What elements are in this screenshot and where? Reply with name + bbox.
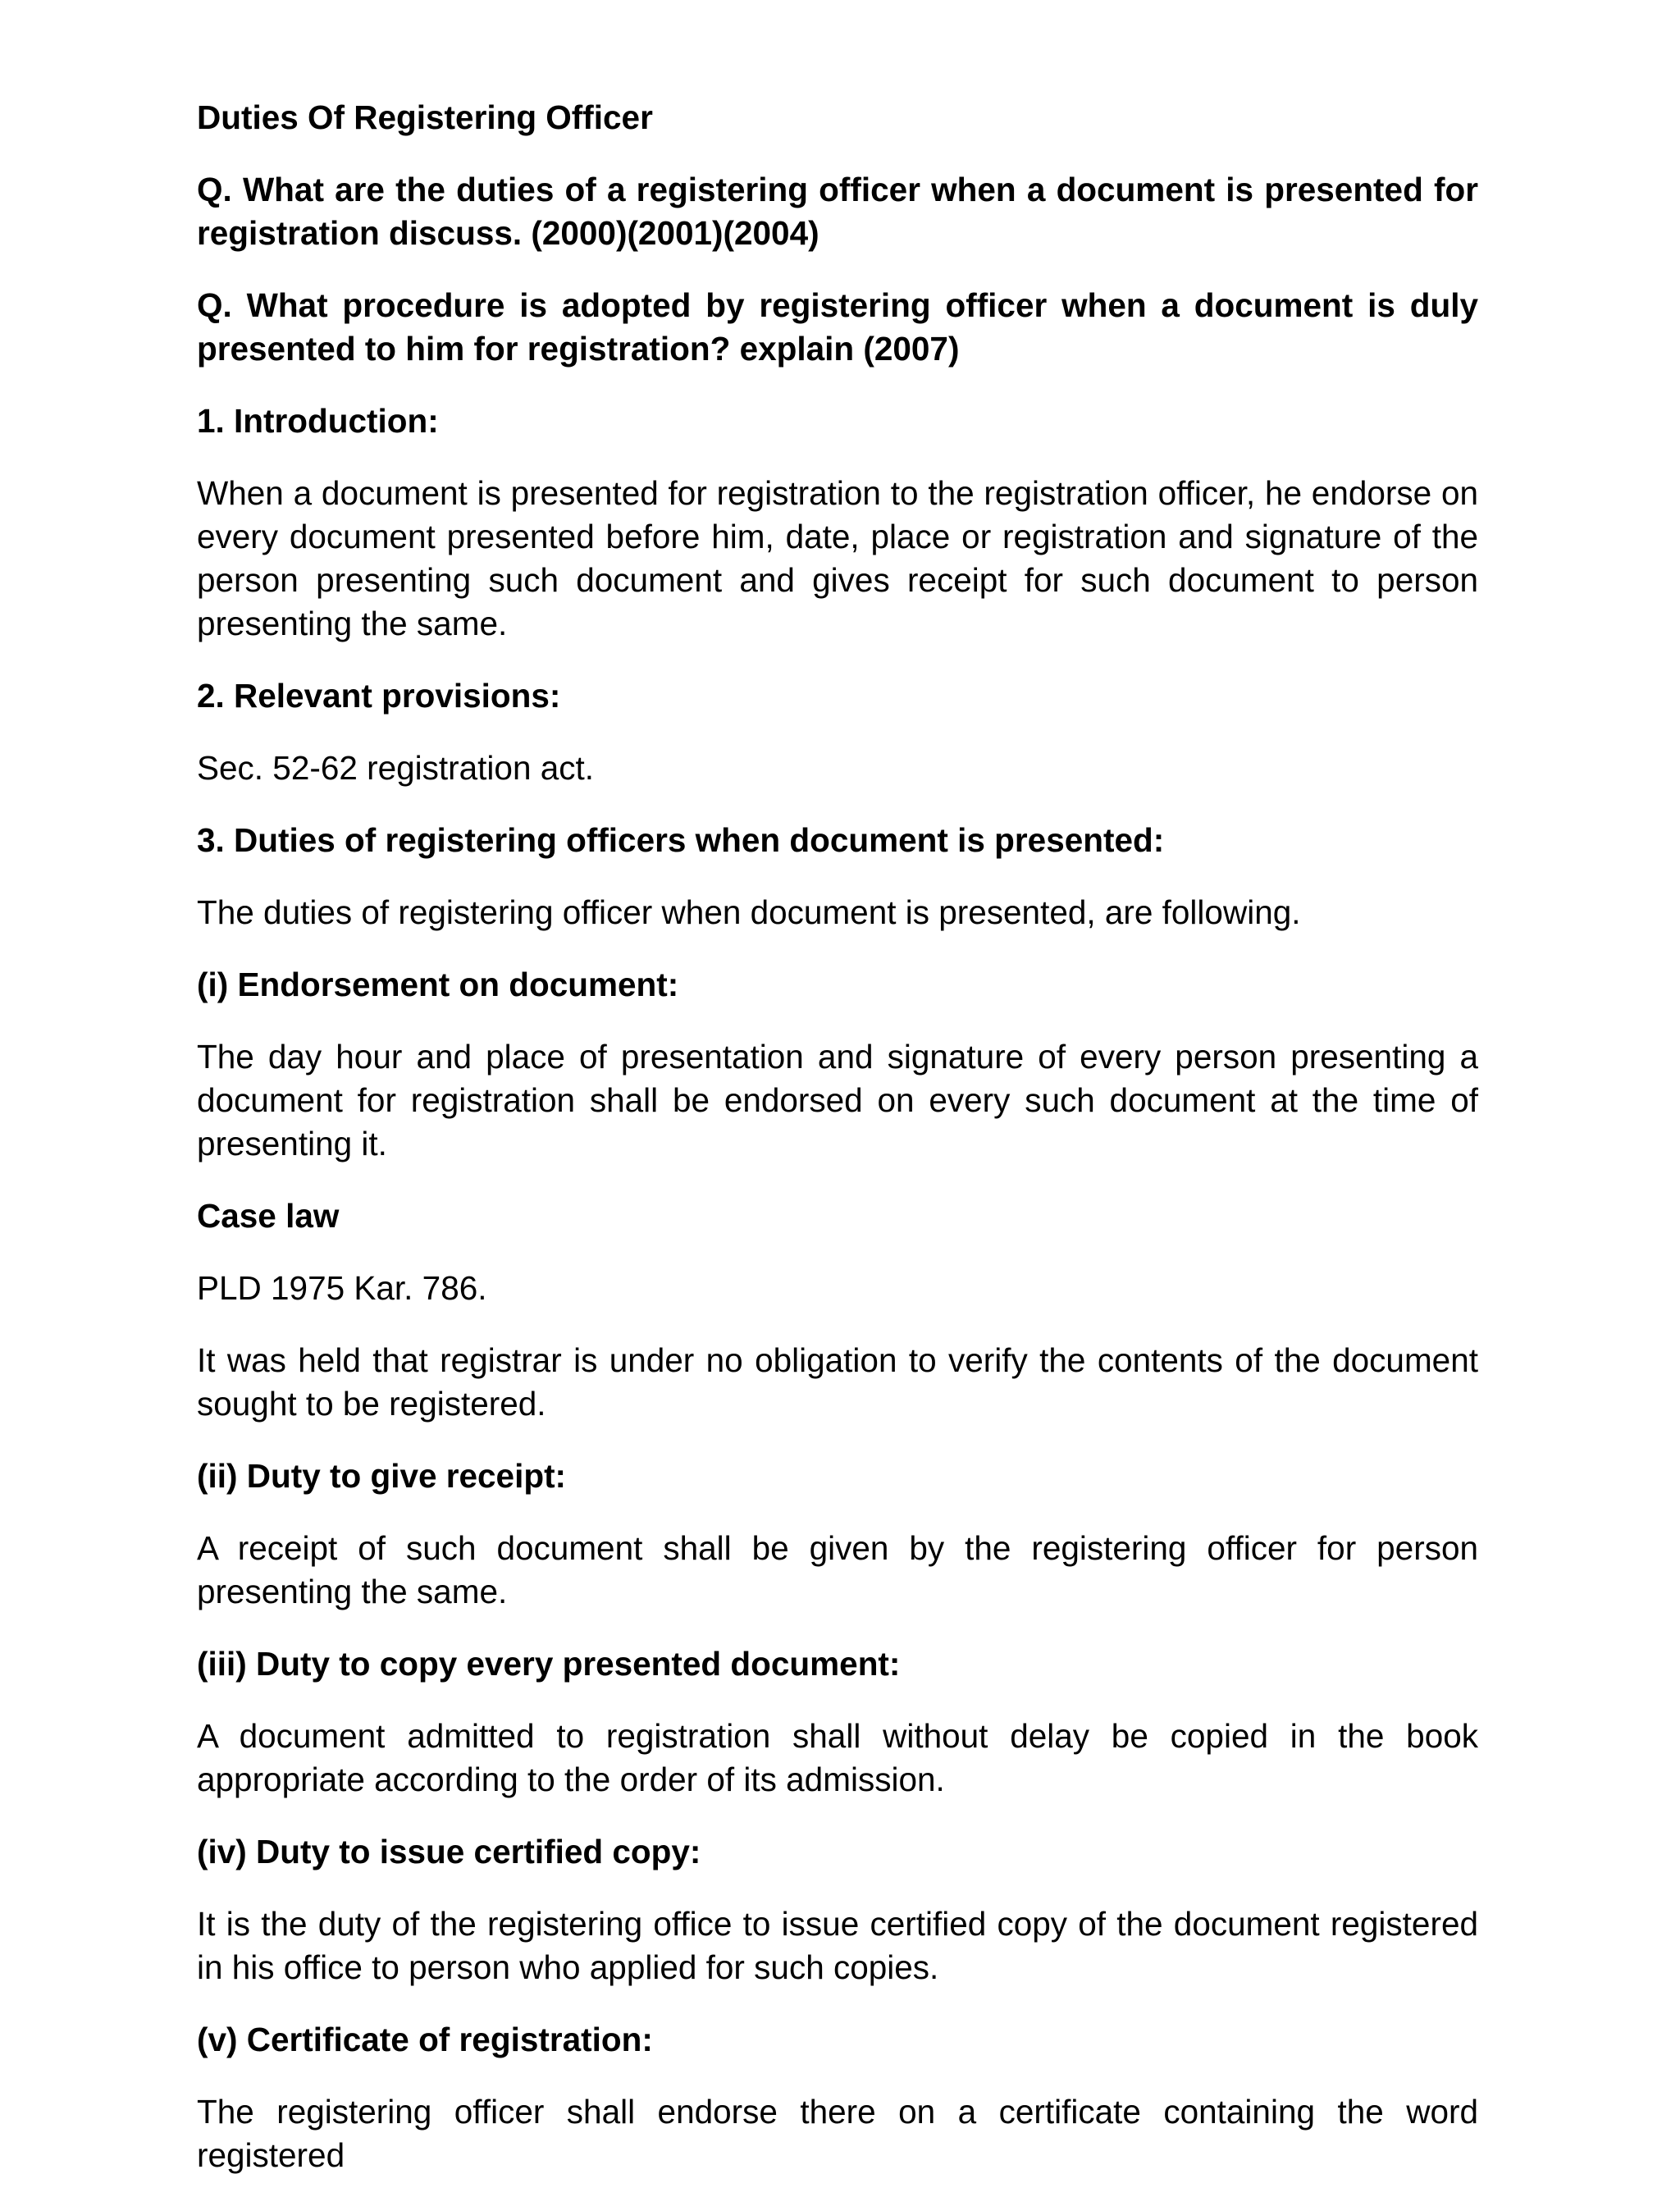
heading-relevant-provisions: 2. Relevant provisions: bbox=[197, 677, 561, 715]
heading-duties: 3. Duties of registering officers when document is presented: bbox=[197, 821, 1165, 859]
case-text: It was held that registrar is under no obligation to verify the contents of the document sought to be registered. bbox=[197, 1341, 1478, 1423]
receipt-text: A receipt of such document shall be given by the registering officer for person presenting the same. bbox=[197, 1529, 1478, 1610]
endorsement-text: The day hour and place of presentation and signature of every person presenting a document for registration shall be endorsed on every such document at the time of presenting it. bbox=[197, 1038, 1478, 1162]
copy-text: A document admitted to registration shall without delay be copied in the book appropriate according to the order of its admission. bbox=[197, 1717, 1478, 1798]
heading-certificate: (v) Certificate of registration: bbox=[197, 2021, 653, 2058]
case-citation: PLD 1975 Kar. 786. bbox=[197, 1269, 487, 1307]
heading-copy: (iii) Duty to copy every presented document: bbox=[197, 1645, 901, 1683]
relevant-provisions-text: Sec. 52-62 registration act. bbox=[197, 749, 595, 787]
introduction-text: When a document is presented for registration to the registration officer, he endorse on every document presented before him, date, place or registration and signature of the person presenting such document and gives receipt for such document to person presenting the same. bbox=[197, 474, 1478, 642]
heading-case-law: Case law bbox=[197, 1197, 340, 1235]
certificate-text: The registering officer shall endorse there on a certificate containing the word registered bbox=[197, 2093, 1478, 2174]
duties-intro-text: The duties of registering officer when document is presented, are following. bbox=[197, 893, 1301, 931]
heading-certified-copy: (iv) Duty to issue certified copy: bbox=[197, 1833, 701, 1870]
question-2: Q. What procedure is adopted by registering officer when a document is duly presented to him for registration? explain (2007) bbox=[197, 286, 1478, 368]
heading-endorsement: (i) Endorsement on document: bbox=[197, 966, 679, 1003]
question-1: Q. What are the duties of a registering officer when a document is presented for registration discuss. (2000)(2001)(2004) bbox=[197, 171, 1478, 252]
certified-copy-text: It is the duty of the registering office to issue certified copy of the document registered in his office to person who applied for such copies. bbox=[197, 1905, 1478, 1986]
heading-introduction: 1. Introduction: bbox=[197, 402, 439, 440]
document-title: Duties Of Registering Officer bbox=[197, 98, 653, 136]
heading-receipt: (ii) Duty to give receipt: bbox=[197, 1457, 567, 1495]
document-page bbox=[197, 96, 1478, 2206]
